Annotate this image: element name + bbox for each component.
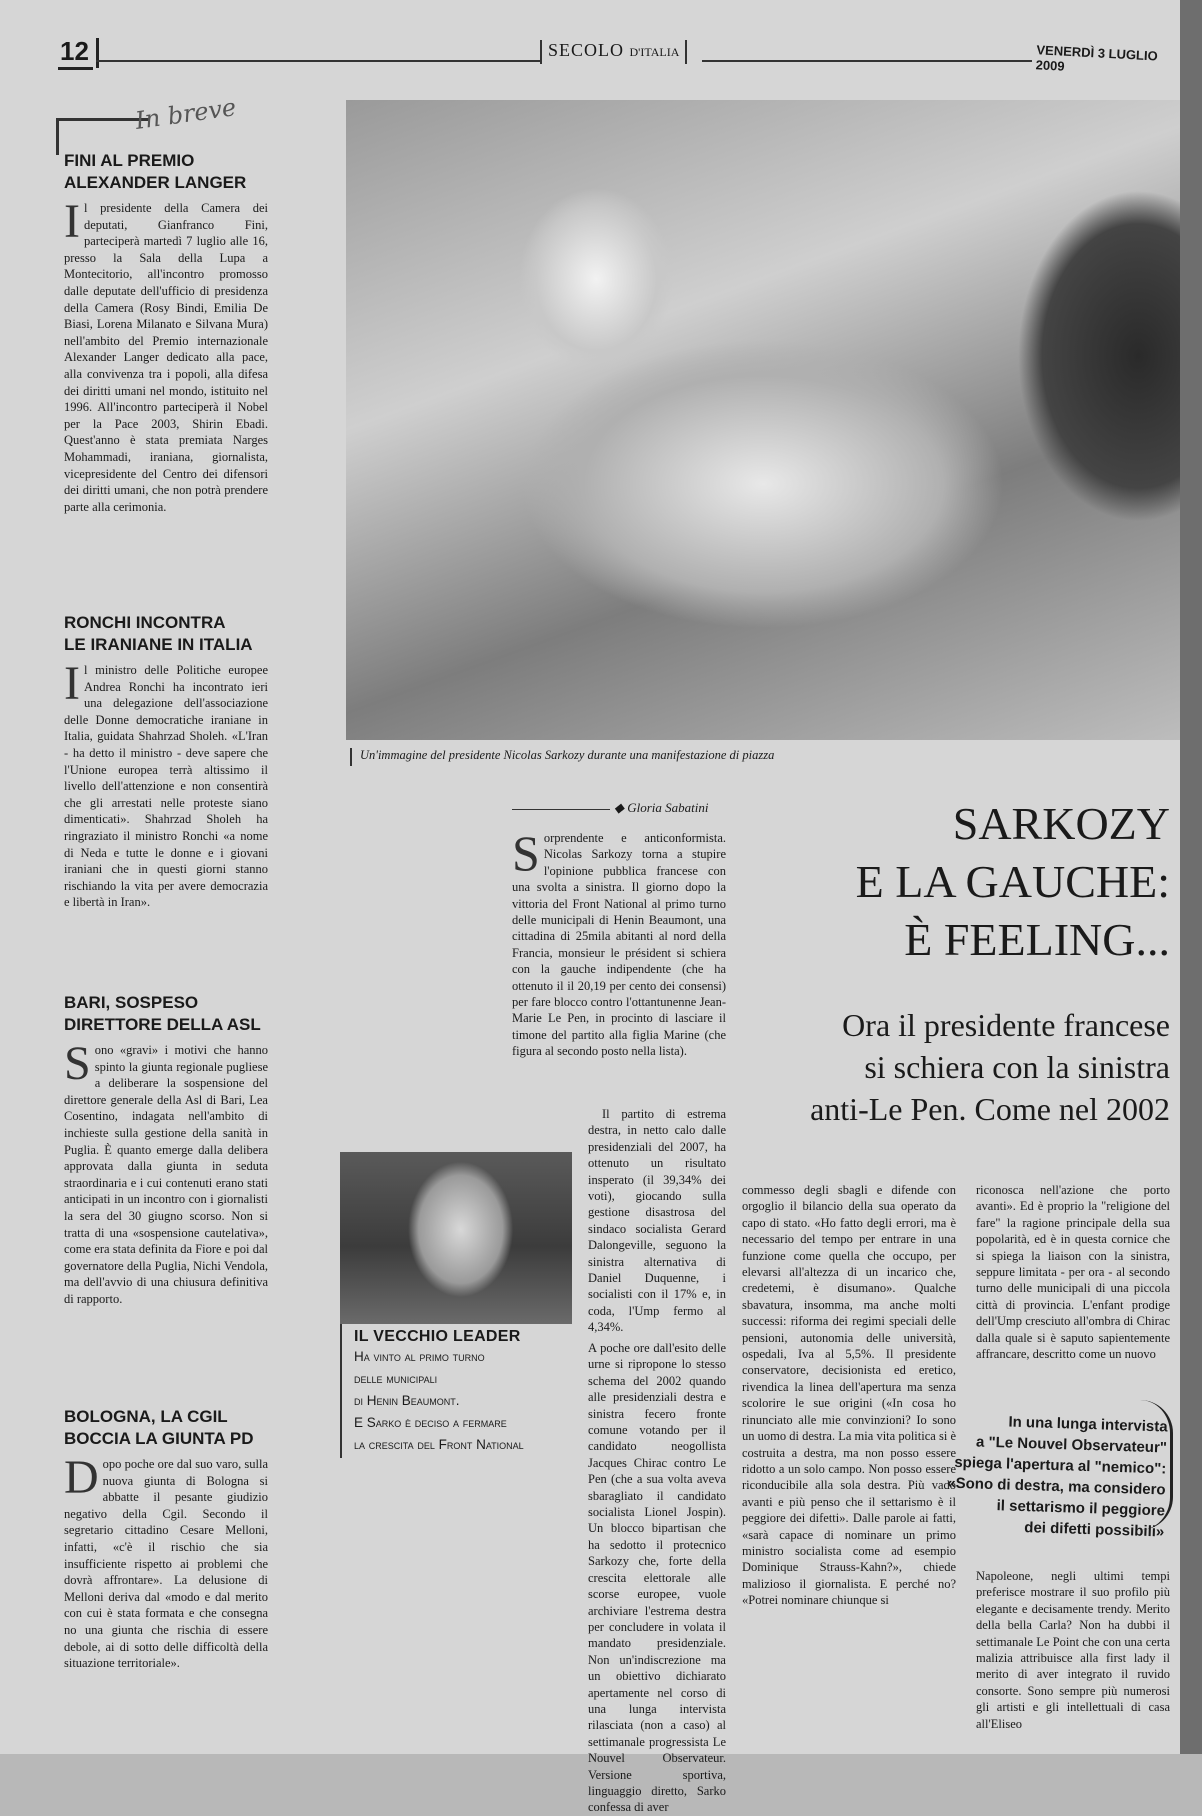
byline-rule: [512, 809, 610, 810]
headline-line-1: SARKOZY: [952, 798, 1170, 849]
pull-quote-line: dei difetti possibili»: [1024, 1519, 1165, 1541]
masthead-subtitle: D'ITALIA: [629, 45, 680, 59]
brief-fini: [64, 150, 268, 515]
brief-headline-line2: BOCCIA LA GIUNTA PD: [64, 1429, 254, 1448]
subhead-line-1: Ora il presidente francese: [842, 1007, 1170, 1043]
brief-body: [64, 1451, 268, 1672]
brief-headline-line1: RONCHI INCONTRA: [64, 613, 226, 632]
brief-headline-line1: FINI AL PREMIO: [64, 151, 195, 170]
brief-bologna: [64, 1406, 268, 1672]
portrait-caption-line: la crescita del Front National: [354, 1437, 524, 1452]
masthead-title: SECOLO: [548, 40, 625, 60]
article-paragraph: [512, 825, 726, 1060]
brief-ronchi: [64, 612, 268, 911]
drop-cap: I: [64, 657, 80, 710]
pull-quote-line: spiega l'apertura al "nemico":: [954, 1453, 1167, 1478]
byline: ◆ Gloria Sabatini: [512, 800, 709, 816]
drop-cap: D: [64, 1451, 99, 1504]
pull-quote: [878, 1408, 1168, 1543]
brief-headline: [64, 1406, 268, 1450]
article-column-3-bottom: [976, 1568, 1170, 1732]
portrait-caption-line: di Henin Beaumont.: [354, 1393, 460, 1408]
subhead-line-2: si schiera con la sinistra: [864, 1049, 1170, 1085]
brief-headline: [64, 612, 268, 656]
brief-body: [64, 195, 268, 515]
photo-caption: Un'immagine del presidente Nicolas Sarkozy durante una manifestazione di piazza: [350, 748, 774, 766]
article-headline: [740, 795, 1170, 969]
article-lead-text: orprendente e anticonformista. Nicolas Sarkozy torna a stupire l'opinione pubblica francese con una svolta a sinistra. Il giorno dopo la vittoria del Front National al primo turno delle municipali di Henin Beaumont, una cittadina di 25mila abitanti al nord della Francia, monsieur le président si schiera con la gauche indipendente (che ha ottenuto il il 20,19 per cento dei consensi) per fare blocco contro l'ottantunenne Jean-Marie Le Pen, in procinto di lasciare il timone del partito alla figlia Marine (che figura al secondo posto nella lista).: [512, 831, 726, 1059]
article-column-3-top: [976, 1182, 1170, 1362]
issue-date: VENERDÌ 3 LUGLIO 2009: [1035, 42, 1159, 74]
pull-quote-bracket: [1140, 1400, 1173, 1530]
masthead: [548, 40, 679, 61]
article-paragraph: A poche ore dall'esito delle urne si ripropone lo stesso schema del 2002 quando alle presidenziali destra e sinistra fecero fronte comune votando per il candidato neogollista Jacques Chirac contro Le Pen (che a sua volta aveva sbaragliato il candidato socialista Lionel Jospin). Un blocco bipartisan che ha sedotto il protecnico Sarkozy che, forte della crescita elettorale alle scorse europee, vuole archiviare l'estrema destra per concludere in volata il mandato presidenziale. Non un'indiscrezione ma un obiettivo dichiarato apertamente nel corso di una lunga intervista rilasciata (non a caso) al settimanale progressista Le Nouvel Observateur. Versione sportiva, linguaggio diretto, Sarko confessa di aver: [588, 1341, 726, 1815]
in-breve-kicker: In breve: [133, 93, 238, 135]
page-number: 12: [58, 36, 93, 70]
pull-quote-line: il settarismo il peggiore: [996, 1497, 1166, 1520]
headline-line-2: E LA GAUCHE:: [855, 856, 1170, 907]
header-rule-left: [96, 60, 540, 62]
brief-headline: [64, 992, 268, 1036]
portrait-caption: [340, 1324, 580, 1458]
sarkozy-crowd-photo: [346, 100, 1180, 740]
brief-headline-line1: BOLOGNA, LA CGIL: [64, 1407, 228, 1426]
brief-headline: [64, 150, 268, 194]
header-rule-right: [702, 60, 1032, 62]
article-paragraph: Il partito di estrema destra, in netto calo dalle presidenziali del 2007, ha ottenuto un risultato insperato (il 39,34% dei voti), giocando sulla gestione disastrosa del sindaco socialista Gerard Dalongeville, seguono la sinistra alternativa di Daniel Duquenne, i socialisti con il 17% e, in coda, l'Ump fermo al 4,34%.: [588, 1107, 726, 1335]
brief-text: l presidente della Camera dei deputati, Gianfranco Fini, parteciperà martedì 7 luglio alle 16, presso la Sala della Lupa a Montecitorio, all'incontro promosso dalle deputate dell'ufficio di presidenza della Camera (Rosy Bindi, Emilia De Biasi, Lorena Milanato e Silvana Mura) nell'ambito del Premio internazionale Alexander Langer dedicato alla pace, alla convivenza tra i popoli, alla difesa dei diritti umani nel mondo, istituito nel 1996. All'incontro parteciperà il Nobel per la Pace 2003, Shirin Ebadi. Quest'anno è stata premiata Narges Mohammadi, iraniana, giornalista, vicepresidente del Centro dei difensori dei diritti umani, che non potrà prendere parte alla cerimonia.: [64, 201, 268, 514]
article-paragraph: Napoleone, negli ultimi tempi preferisce mostrare il suo profilo più elegante e decisamente trendy. Merito della bella Carla? Non ha dubbi il settimanale Le Point che con una certa malizia attribuisce alla first lady il merito di aver integrato il ruvido consorte. Sono sempre più numerosi gli artisti e gli intellettuali di casa all'Eliseo: [976, 1569, 1170, 1731]
brief-body: [64, 657, 268, 911]
page-edge-shadow: [1180, 0, 1202, 1754]
brief-text: l ministro delle Politiche europee Andrea Ronchi ha incontrato ieri una delegazione dell'associazione delle Donne democratiche iraniane in Italia, guidata Shahrzad Sholeh. «L'Iran - ha detto il ministro - deve sapere che l'Unione europea terrà altissimo il livello dell'attenzione e non consentirà che gli arrestati nelle proteste siano dimenticati». Shahrzad Sholeh ha ringraziato il ministro Ronchi «a nome di Neda e tutte le donne e i giovani iraniani che in questi giorni stanno rischiando la vita per avere democrazia e libertà in Iran».: [64, 663, 268, 910]
drop-cap: S: [64, 1037, 91, 1090]
portrait-caption-line: delle municipali: [354, 1371, 438, 1386]
article-paragraph: commesso degli sbagli e difende con orgoglio il bilancio della sua operato da capo di stato. «Ho fatto degli errori, ma è necessario del tempo per entrare in una funzione come quella che occupo, per elevarsi all'altezza di un incarico che, credetemi, è disumano». Qualche sbavatura, insomma, ma anche molti successi: riforma dei regimi speciali delle pensioni, autonomia delle università, ospedali, Iva al 5,5%. Il presidente conservatore, decisionista ed eretico, rivendica la linea dell'apertura ma senza scolorire le sue origini («In cosa ho rinunciato alle mie convinzioni? Io sono un uomo di destra. La mia vita politica si è costruita a destra, ma non posso essere ridotto a un solo campo. Non posso essere riconducibile alla sola destra. Più vado avanti e più penso che il settarismo è il peggiore dei difetti». Dalle parole ai fatti, «sarà capace di nominare un primo ministro socialista come ad esempio Dominique Strauss-Kahn?», chiede malizioso il giornalista. E perché no? «Potrei nominare chiunque si: [742, 1183, 956, 1608]
article-paragraph: riconosca nell'azione che porto avanti». Ed è proprio la "religione del fare" la ragione principale della sua popolarità, ed è in questa cornice che si spiega la liaison con la sinistra, seppure limitata - per ora - al secondo turno delle municipali di una piccola città di provincia. L'enfant prodige dell'Ump cresciuto all'ombra di Chirac dalla quale si è saputo sapientemente affrancare, descritto come un nuovo: [976, 1183, 1170, 1362]
brief-headline-line2: ALEXANDER LANGER: [64, 173, 247, 192]
portrait-caption-line: E Sarko è deciso a fermare: [354, 1415, 507, 1430]
portrait-caption-line: Ha vinto al primo turno: [354, 1349, 485, 1364]
article-column-1-continued: [588, 1106, 726, 1336]
pull-quote-line: In una lunga intervista: [1008, 1413, 1168, 1436]
pull-quote-line: «Sono di destra, ma considero: [947, 1474, 1166, 1499]
portrait-caption-title: IL VECCHIO LEADER: [354, 1328, 521, 1345]
drop-cap: I: [64, 195, 80, 248]
brief-text: opo poche ore dal suo varo, sulla nuova giunta di Bologna si abbatte il pesante giudizio negativo della Cgil. Secondo il segretario cittadino Cesare Melloni, infatti, «c'è il rischio che sia insufficiente rispetto ai problemi che dovrà affrontare». La delusione di Melloni deriva dal «modo e dal merito con cui è stata formata e che consegna no una giunta che rischia di essere debole, ai di sotto delle difficoltà della situazione territoriale».: [64, 1457, 268, 1671]
pull-quote-line: a "Le Nouvel Observateur": [975, 1433, 1168, 1457]
brief-headline-line2: DIRETTORE DELLA ASL: [64, 1015, 261, 1034]
article-column-1: [512, 825, 726, 1060]
article-subhead: [740, 1004, 1170, 1130]
article-drop-cap: S: [512, 825, 540, 881]
subhead-line-3: anti-Le Pen. Come nel 2002: [810, 1091, 1170, 1127]
article-column-2: [742, 1182, 956, 1609]
brief-headline-line1: BARI, SOSPESO: [64, 993, 199, 1012]
le-pen-portrait-photo: [340, 1152, 572, 1324]
author-name: Gloria Sabatini: [627, 800, 709, 815]
brief-bari: [64, 992, 268, 1308]
brief-body: [64, 1037, 268, 1308]
headline-line-3: È FEELING...: [904, 914, 1170, 965]
brief-headline-line2: LE IRANIANE IN ITALIA: [64, 635, 253, 654]
brief-text: ono «gravi» i motivi che hanno spinto la giunta regionale pugliese a deliberare la sospensione del direttore generale della Asl di Bari, Lea Cosentino, indagata nell'ambito di inchieste sulla gestione della sanità in Puglia. È quanto emerge dalla delibera approvata dalla giunta in seduta straordinaria e i cui contenuti erano stati anticipati in un incontro con i giornalisti la sera del 30 giugno scorso. Non si tratta di una «sospensione cautelativa», come era stata definita da Fiore e poi dal governatore della Puglia, Nichi Vendola, ma dell'avvio di una chiusura definitiva di rapporto.: [64, 1043, 268, 1306]
